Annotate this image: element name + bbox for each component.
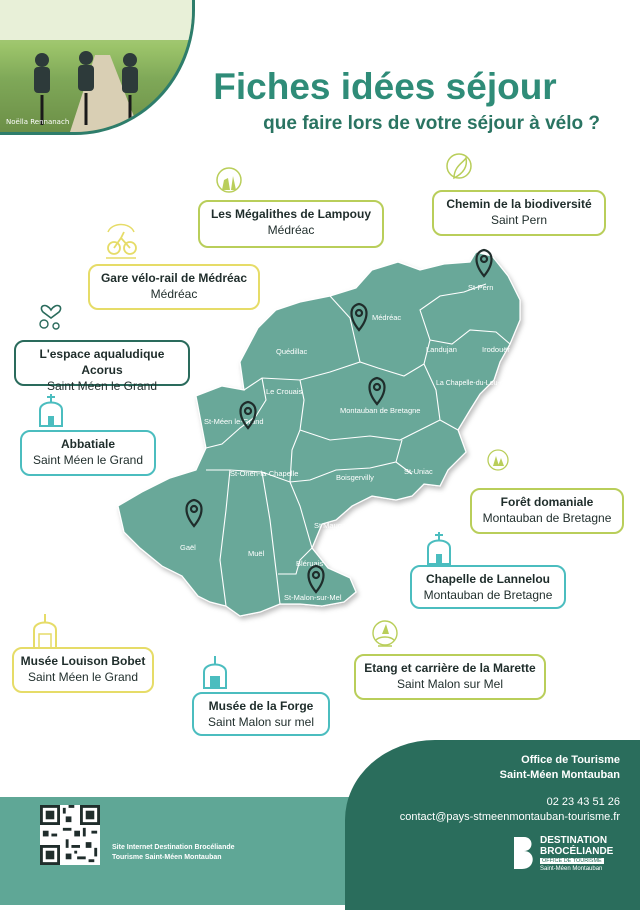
- page-subtitle: que faire lors de votre séjour à vélo ?: [263, 113, 600, 134]
- velorail-icon: [104, 218, 138, 262]
- card-acorus-name: L'espace aqualudique Acorus: [39, 347, 165, 377]
- card-acorus[interactable]: [14, 340, 190, 393]
- commune-medreac: Médréac: [372, 313, 402, 322]
- office-title-line2: Saint-Méen Montauban: [499, 769, 620, 781]
- commune-irodouer: Irodouër: [482, 345, 510, 354]
- logo-line1: DESTINATION: [540, 835, 608, 846]
- commune-st-onen: St-Onen-la-Chapelle: [230, 469, 299, 478]
- logo-line3: OFFICE DE TOURISME: [542, 858, 602, 864]
- commune-st-meen: St-Méen le-Grand: [204, 417, 264, 426]
- office-title-line1: Office de Tourisme: [521, 754, 620, 766]
- commune-landujan: Landujan: [426, 345, 457, 354]
- card-foret[interactable]: [470, 488, 624, 534]
- heart-icon: [36, 296, 66, 334]
- card-biodiversite-place: Saint Pern: [490, 213, 548, 227]
- commune-st-uniac: St-Uniac: [404, 467, 433, 476]
- office-email[interactable]: contact@pays-stmeenmontauban-tourisme.fr: [399, 811, 620, 823]
- commune-st-malon: St-Malon-sur-Mel: [284, 593, 342, 602]
- photo-credit: Noëlla Rennanach: [6, 118, 70, 126]
- museum-icon: [30, 612, 60, 650]
- card-biodiversite[interactable]: [432, 190, 606, 236]
- card-velorail[interactable]: [88, 264, 260, 310]
- card-forge-name: Musée de la Forge: [208, 699, 314, 713]
- forest-icon: [484, 448, 512, 472]
- qr-code[interactable]: [40, 805, 100, 865]
- card-marette-place: Saint Malon sur Mel: [396, 677, 504, 691]
- card-forge-place: Saint Malon sur mel: [207, 715, 315, 729]
- card-marette[interactable]: [354, 654, 546, 700]
- site-text: [112, 843, 235, 863]
- commune-st-pern: St-Pern: [468, 283, 494, 292]
- card-biodiversite-name: Chemin de la biodiversité: [446, 197, 592, 211]
- card-bobet-place: Saint Méen le Grand: [27, 670, 139, 684]
- card-bobet[interactable]: [12, 647, 154, 693]
- logo-b-icon: [510, 833, 536, 873]
- logo-line2: BROCÉLIANDE: [540, 846, 614, 857]
- commune-gael: Gaël: [180, 543, 196, 552]
- site-line1: Site Internet Destination Brocéliande: [112, 844, 235, 851]
- card-abbatiale[interactable]: [20, 430, 156, 476]
- commune-st-maugan: St Maugan: [314, 521, 351, 530]
- commune-montauban: Montauban de Bretagne: [340, 406, 421, 415]
- card-foret-place: Montauban de Bretagne: [482, 511, 612, 525]
- pond-icon: [370, 618, 400, 654]
- commune-muel: Muël: [248, 549, 265, 558]
- card-megalithes[interactable]: [198, 200, 384, 248]
- card-velorail-place: Médréac: [150, 287, 198, 301]
- card-lannelou-name: Chapelle de Lannelou: [425, 572, 551, 586]
- card-velorail-name: Gare vélo-rail de Médréac: [100, 271, 248, 285]
- card-lannelou-place: Montauban de Bretagne: [423, 588, 553, 602]
- chapel-icon: [424, 530, 454, 566]
- card-megalithes-name: Les Mégalithes de Lampouy: [210, 207, 372, 221]
- site-line2: Tourisme Saint-Méen Montauban: [112, 854, 222, 861]
- commune-le-crouais: Le Crouais: [266, 387, 303, 396]
- card-bobet-name: Musée Louison Bobet: [20, 654, 146, 668]
- commune-la-chapelle: La Chapelle-du-Lou-du-Lac: [436, 380, 522, 387]
- leaf-icon: [444, 152, 474, 186]
- page-title: Fiches idées séjour: [213, 66, 557, 107]
- card-lannelou[interactable]: [410, 565, 566, 609]
- card-marette-name: Etang et carrière de la Marette: [364, 661, 536, 675]
- commune-quedillac: Quédillac: [276, 347, 308, 356]
- forge-icon: [200, 654, 230, 690]
- card-abbatiale-place: Saint Méen le Grand: [32, 453, 144, 467]
- card-acorus-place: Saint Méen le Grand: [46, 379, 158, 393]
- commune-bleruais: Bléruais: [296, 559, 324, 568]
- megalith-icon: [214, 166, 244, 198]
- card-forge[interactable]: [192, 692, 330, 736]
- office-phone[interactable]: 02 23 43 51 26: [546, 796, 620, 808]
- commune-boisgervilly: Boisgervilly: [336, 473, 374, 482]
- church-icon: [36, 392, 66, 428]
- card-megalithes-place: Médréac: [267, 223, 315, 237]
- logo-line4: Saint-Méen Montauban: [540, 866, 603, 872]
- card-foret-name: Forêt domaniale: [500, 495, 594, 509]
- card-abbatiale-name: Abbatiale: [60, 437, 115, 451]
